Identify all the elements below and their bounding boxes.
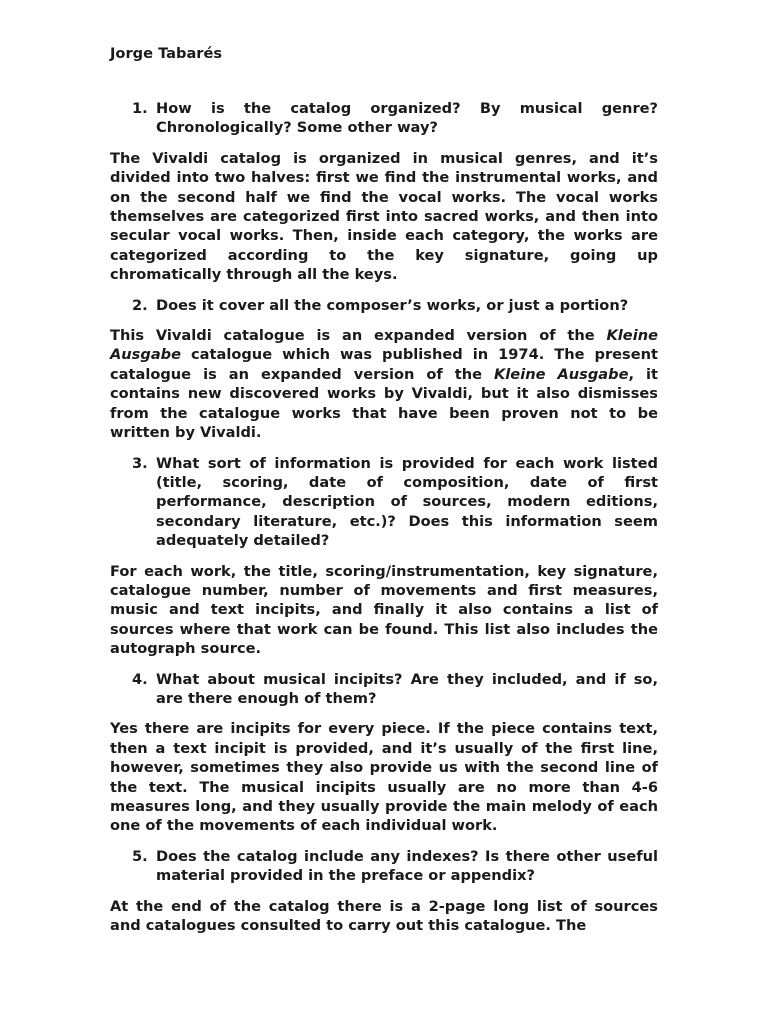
italic-title: Kleine Ausgabe (110, 327, 658, 364)
answer-paragraph: For each work, the title, scoring/instrumentation, key signature, catalogue number, number of movements and first measures, music and text incipits, and finally it also contains a list of sources where that work can be found. This list also includes the autograph source. (110, 562, 658, 658)
answer-paragraph (110, 326, 658, 442)
italic-title: Kleine Ausgabe (494, 365, 629, 383)
question-text: What sort of information is provided for each work listed (title, scoring, date of composition, date of first performance, description of sources, modern editions, secondary literature, etc.)? Does this information seem adequately detailed? (156, 454, 658, 550)
question-number: 2. (132, 296, 148, 314)
question-item (110, 847, 658, 886)
question-text: What about musical incipits? Are they included, and if so, are there enough of them? (156, 670, 658, 707)
answer-text: , it contains new discovered works by Vivaldi, but it also dismisses from the catalogue works that have been proven not to be written by Vivaldi. (110, 365, 659, 442)
document-page (110, 44, 658, 946)
answer-paragraph: Yes there are incipits for every piece. If the piece contains text, then a text incipit is provided, and it’s usually of the first line, however, sometimes they also provide us with the second line of the text. The musical incipits usually are no more than 4-6 measures long, and they usually provide the main melody of each one of the movements of each individual work. (110, 720, 658, 835)
question-item (110, 454, 658, 551)
answer-text: This Vivaldi catalogue is an expanded version of the (110, 327, 607, 345)
question-text: Does it cover all the composer’s works, or just a portion? (156, 296, 629, 314)
question-text: How is the catalog organized? By musical genre? Chronologically? Some other way? (156, 100, 658, 137)
question-number: 5. (132, 847, 148, 865)
question-number: 1. (132, 100, 148, 117)
question-item (110, 99, 658, 138)
answer-paragraph: The Vivaldi catalog is organized in musical genres, and it’s divided into two halves: first we find the instrumental works, and on the second half we find the vocal works. The vocal works themselves are categorized first into sacred works, and then into secular vocal works. Then, inside each category, the works are categorized according to the key signature, going up chromatically through all the keys. (110, 149, 658, 284)
question-item (110, 670, 658, 709)
answer-paragraph: At the end of the catalog there is a 2-page long list of sources and catalogues consulted to carry out this catalogue. The (110, 897, 658, 935)
question-number: 4. (132, 670, 148, 688)
question-number: 3. (132, 454, 148, 472)
question-text: Does the catalog include any indexes? Is there other useful material provided in the preface or appendix? (156, 847, 658, 885)
question-item (110, 296, 658, 315)
author-name: Jorge Tabarés (110, 45, 223, 62)
answer-text: catalogue which was published in 1974. The present catalogue is an expanded version of the (110, 346, 658, 383)
